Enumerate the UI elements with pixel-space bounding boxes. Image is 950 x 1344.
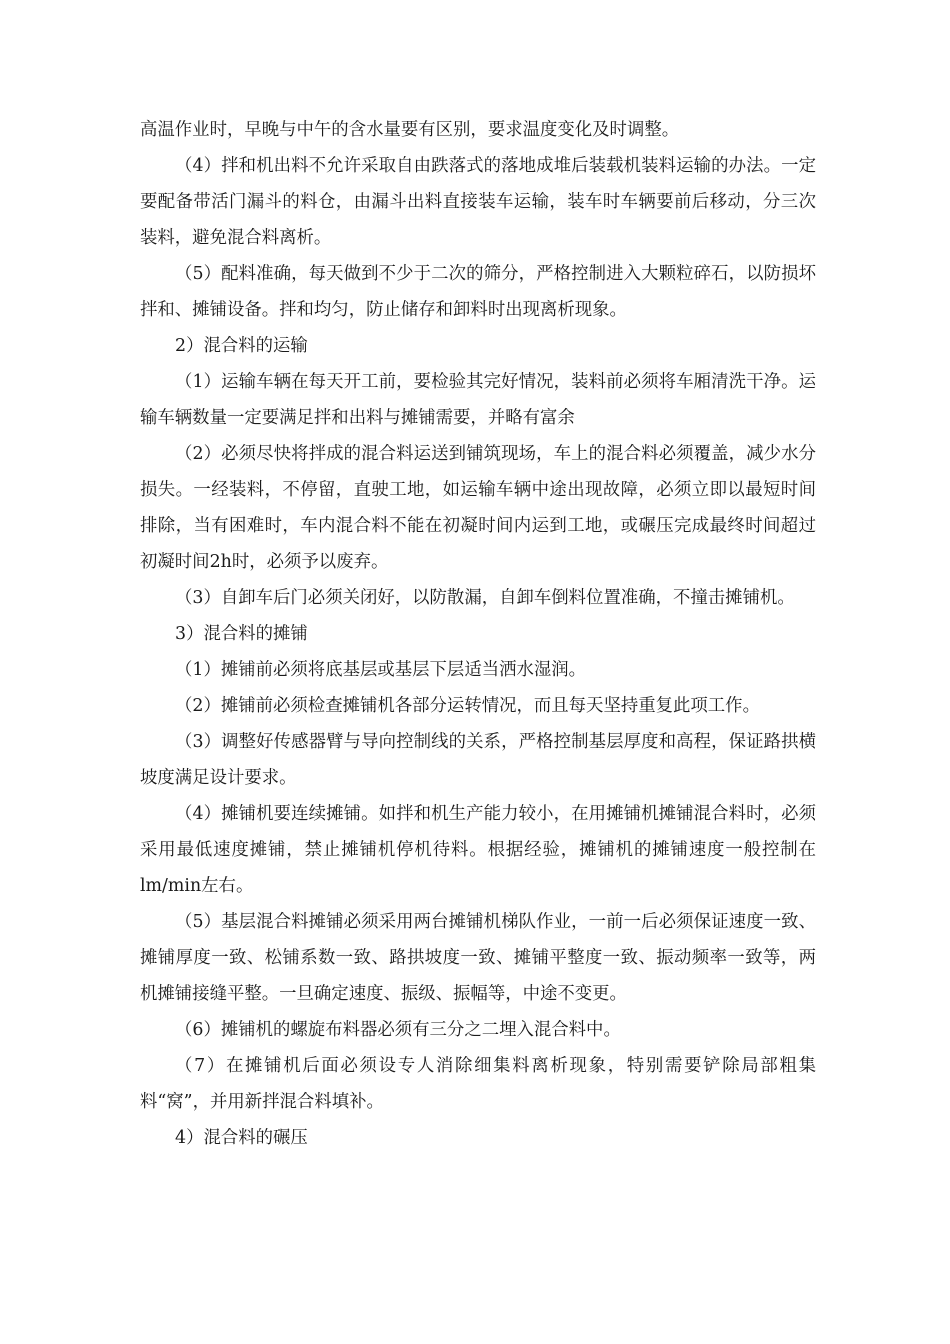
section-heading-paving: 3）混合料的摊铺	[175, 624, 308, 644]
paragraph-paving-2: （2）摊铺前必须检查摊铺机各部分运转情况，而且每天坚持重复此项工作。	[175, 696, 760, 716]
paragraph-item-5: （5）配料准确，每天做到不少于二次的筛分，严格控制进入大颗粒碎石，以防损坏拌和、摊铺设备。拌和均匀，防止储存和卸料时出现离析现象。	[140, 264, 816, 320]
paragraph-item-4: （4）拌和机出料不允许采取自由跌落式的落地成堆后装载机装料运输的办法。一定要配备带活门漏斗的料仓，由漏斗出料直接装车运输，装车时车辆要前后移动，分三次装料，避免混合料离析。	[140, 156, 816, 248]
paragraph-transport-3: （3）自卸车后门必须关闭好，以防散漏，自卸车倒料位置准确，不撞击摊铺机。	[175, 588, 795, 608]
section-heading-transport: 2）混合料的运输	[175, 336, 308, 356]
paragraph-paving-7: （7）在摊铺机后面必须设专人消除细集料离析现象，特别需要铲除局部粗集料“窝”，并用新拌混合料填补。	[140, 1056, 816, 1112]
paragraph-continuation: 高温作业时，早晚与中午的含水量要有区别，要求温度变化及时调整。	[140, 120, 680, 140]
document-body	[140, 112, 816, 1156]
section-heading-compaction: 4）混合料的碾压	[175, 1128, 308, 1148]
paragraph-paving-3: （3）调整好传感器臂与导向控制线的关系，严格控制基层厚度和高程，保证路拱横坡度满足设计要求。	[140, 732, 816, 788]
paragraph-transport-1: （1）运输车辆在每天开工前，要检验其完好情况，装料前必须将车厢清洗干净。运输车辆数量一定要满足拌和出料与摊铺需要，并略有富余	[140, 372, 816, 428]
paragraph-paving-6: （6）摊铺机的螺旋布料器必须有三分之二埋入混合料中。	[175, 1020, 621, 1040]
paragraph-paving-5: （5）基层混合料摊铺必须采用两台摊铺机梯队作业，一前一后必须保证速度一致、摊铺厚度一致、松铺系数一致、路拱坡度一致、摊铺平整度一致、振动频率一致等，两机摊铺接缝平整。一旦确定速度、振级、振幅等，中途不变更。	[140, 912, 816, 1004]
paragraph-paving-4: （4）摊铺机要连续摊铺。如拌和机生产能力较小，在用摊铺机摊铺混合料时，必须采用最低速度摊铺，禁止摊铺机停机待料。根据经验，摊铺机的摊铺速度一般控制在lm/min左右。	[140, 804, 816, 896]
paragraph-transport-2: （2）必须尽快将拌成的混合料运送到铺筑现场，车上的混合料必须覆盖，减少水分损失。一经装料，不停留，直驶工地，如运输车辆中途出现故障，必须立即以最短时间排除，当有困难时，车内混合料不能在初凝时间内运到工地，或碾压完成最终时间超过初凝时间2h时，必须予以废弃。	[140, 444, 816, 572]
paragraph-paving-1: （1）摊铺前必须将底基层或基层下层适当洒水湿润。	[175, 660, 587, 680]
